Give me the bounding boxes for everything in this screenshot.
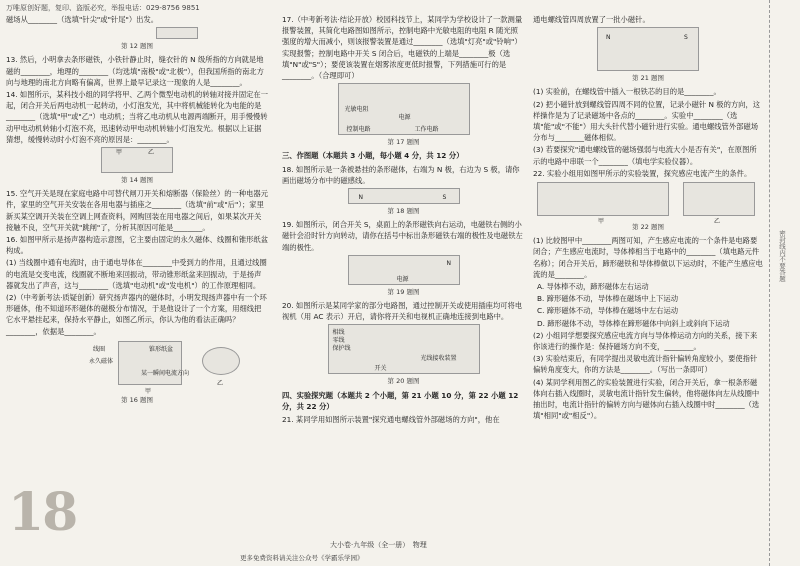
fig22-label-a: 甲 <box>598 218 605 226</box>
question-14: 14. 如图所示，某科技小组的同学将甲、乙两个微型电动机的转轴对接并固定在一起，闭合开关后两电动机一起转动，小灯泡发光，其中将机械能转化为电能的是________（选填"甲"或"乙"）电动机；当将乙电动机从电源两端断开，用手慢慢转动甲电动机转轴小灯泡不亮，迅速转动甲电动机转轴小灯泡发光。根据以上证据猜想，缓慢转动时小灯泡不亮的原因是：________。 <box>6 90 269 144</box>
fig20-label-neutral: 零线 <box>332 337 345 345</box>
fig17-label-power: 电源 <box>398 114 411 122</box>
fig20-label-ground: 保护线 <box>332 345 351 353</box>
question-21-3: (3) 若要探究"通电螺线管的磁场强弱与电流大小是否有关"，在原图所示的电路中串联一个________（填电学实验仪器）。 <box>533 145 757 166</box>
question-16-2: (2)（中考新考法·质疑创新）研究扬声器内的磁体时，小明发现扬声器中有一个环形磁体，他不知道环形磁体的磁极分布情况，于是他设计了一个方案，用细线把它水平悬挂起来，保持水平静止，如图乙所示，你认为他的看法正确吗？________，依据是________。 <box>6 293 267 336</box>
question-22-4: (4) 某同学利用图乙的实验装置进行实验，闭合开关后，拿一根条形磁体向右插入线圈时，灵敏电流计指针发生偏转，他将磁体向左从线圈中抽出时，电流计指针的偏转方向与磁体向右插入线圈中时________（选填"相同"或"相反"）。 <box>533 377 760 421</box>
question-22-1: (1) 比较图甲中________两图可知，产生感应电流的一个条件是电路要闭合；产生感应电流时，导体棒相当于电路中的________（填电路元件名称）；闭合开关后，蹄形磁铁和导体棒做以下运动时，不能产生感应电流的是________。 <box>533 236 763 279</box>
fig18-caption: 第 18 题图 <box>387 207 420 216</box>
fig17-circuit <box>338 83 470 135</box>
fig18-label-n: N <box>358 194 363 202</box>
fig17-label-work: 工作电路 <box>414 126 439 134</box>
fig17-label-control: 控制电路 <box>346 126 371 134</box>
fig17-label-sensor: 光敏电阻 <box>344 106 369 114</box>
fig20-home-circuit <box>328 324 480 374</box>
fig20-label-live: 相线 <box>332 329 345 337</box>
fig14-caption: 第 14 题图 <box>121 176 153 185</box>
left-column <box>6 14 268 408</box>
fig21-label-n: N <box>606 34 611 42</box>
fig14-label-b: 乙 <box>148 149 155 157</box>
fig22-setup-a <box>537 182 669 226</box>
fig12-magnet <box>156 27 198 39</box>
question-22: 22. 实验小组用如图甲所示的实验装置，探究感应电流产生的条件。 <box>533 168 752 178</box>
option-c: C. 蹄形磁体不动，导体棒在磁场中左右运动 <box>537 306 679 316</box>
page-number-mark: 18 <box>8 482 77 543</box>
fig19-circuit <box>348 255 460 285</box>
q12-tail: 磁场从________（选填"针尖"或"针尾"）出发。 <box>6 15 159 24</box>
fig16 <box>6 339 268 393</box>
fig16-caption: 第 16 题图 <box>121 395 153 404</box>
fig22 <box>533 180 763 226</box>
question-22-2: (2) 小组同学想要探究感应电流方向与导体棒运动方向的关系，接下来你该进行的操作是：保持磁场方向不变，________。 <box>533 330 758 352</box>
fig20-caption: 第 20 题图 <box>387 377 420 386</box>
question-16-1: (1) 当线圈中通有电流时，由于通电导体在________中受到力的作用，且通过线圈的电流是交变电流，线圈就不断地来回振动，带动锥形纸盆来回振动，于是扬声器就发出了声音，这与________（选填"电动机"或"发电机"）的工作原理相同。 <box>6 258 267 290</box>
option-d: D. 蹄形磁体不动，导体棒在蹄形磁体中向斜上或斜向下运动 <box>537 318 730 328</box>
footer-bottom: 更多免费资料请关注公众号《学霸乐学园》 <box>240 554 364 562</box>
question-22-3: (3) 实验结束后，有同学提出灵敏电流计指针偏转角度较小，要使指针偏转角度变大，你的方法是________。（写出一条即可） <box>533 354 758 375</box>
question-19: 19. 如图所示，闭合开关 S，桌面上的条形磁铁向右运动，电磁铁右侧的小磁针会沿时针方向转动，请你在括号中标出条形磁铁右端的极性及电磁铁左端的极性。 <box>282 220 523 252</box>
question-21-2: (2) 把小磁针放到螺线管四周不同的位置，记录小磁针 N 极的方向，这样操作是为了记录磁场中各点的________。实验中________（选填"能"或"不能"）用大头针代替小磁针进行实验。通电螺线管外部磁场分布与________磁体相似。 <box>533 99 761 143</box>
fig14-label-a: 甲 <box>116 149 123 157</box>
fig16-label-current: 某一瞬间电流方向 <box>141 369 190 377</box>
question-18: 18. 如图所示是一条被悬挂的条形磁体，右端为 N 极，右边为 S 极，请你画出磁场分布中的磁感线。 <box>282 164 520 185</box>
fig16-label-magnet: 永久磁体 <box>89 357 114 365</box>
fig22-setup-b <box>683 182 755 226</box>
fig19-caption: 第 19 题图 <box>387 287 420 296</box>
section-4-heading: 四、实验探究题（本题共 2 个小题，第 21 小题 10 分，第 22 小题 12 分，共 22 分） <box>282 390 519 411</box>
right-column <box>533 14 763 422</box>
footer-center: 大小卷·九年级（全一册） 物理 <box>330 541 427 549</box>
fig21-solenoid <box>597 27 699 71</box>
sidebar-text: 密封线内不要答题 <box>778 230 786 282</box>
fig21-label-s: S <box>684 34 688 42</box>
question-13: 13. 然后，小明拿去条形磁铁，小铁针静止时，缝衣针的 N 级所指的方向就是地磁的________，地理的________（均选填"南极"或"北极"），但我国所指的南北方向与地理的南北方向略有偏离，世界上最早记录这一现象的人是________。 <box>6 55 264 87</box>
fig16-ring-magnet <box>202 347 240 387</box>
binding-sidebar <box>769 0 798 566</box>
fig20-label-switch: 开关 <box>374 365 387 373</box>
question-16: 16. 如图甲所示是扬声器构造示意图，它主要由固定的永久磁体、线圈和锥形纸盆构成。 <box>6 235 269 256</box>
fig19-label-n: N <box>446 259 451 267</box>
fig20-label-receiver: 光线接收装置 <box>420 355 457 363</box>
question-21-1: (1) 实验前，在螺线管中插入一根铁芯的目的是________。 <box>533 87 721 97</box>
question-21-cont: 通电螺线管四周放置了一批小磁针。 <box>533 15 650 24</box>
option-a: A. 导体棒不动，蹄形磁体左右运动 <box>537 282 649 292</box>
section-3-heading: 三、作图题（本题共 3 小题，每小题 4 分，共 12 分） <box>282 151 464 161</box>
question-21: 21. 某同学用如图所示装置"探究通电螺线管外部磁场的方向"，他在 <box>282 415 500 425</box>
fig18-magnet <box>348 188 460 204</box>
fig12-caption: 第 12 题图 <box>121 42 153 51</box>
fig16-label-b: 乙 <box>217 379 224 387</box>
fig22-caption: 第 22 题图 <box>632 223 664 232</box>
question-17: 17.（中考新考法·结论开放）校园科技节上，某同学为学校设计了一款测量报警装置，其简化电路图如图所示，控制电路中光敏电阻的电阻 R 随光照强度的增大而减小，则该报警装置是通过________（选填"灯亮"或"铃响"）实现报警；控制电路中开关 S 闭合后，电磁铁的上端是________极（选填"N"或"S"）；要使该装置在烟雾浓度更低时报警，下列措施可行的是________。（合理即可） <box>282 15 523 81</box>
fig16-label-a: 甲 <box>145 387 152 395</box>
fig21-caption: 第 21 题图 <box>632 74 664 83</box>
fig19-label-power: 电源 <box>396 275 409 283</box>
fig18-label-s: S <box>442 194 447 202</box>
middle-column <box>282 14 525 426</box>
option-b: B. 蹄形磁体不动，导体棒在磁场中上下运动 <box>537 294 678 304</box>
fig16-label-cone: 锥形纸盆 <box>149 345 174 353</box>
fig14-motors <box>101 147 173 173</box>
question-15: 15. 空气开关是现在家庭电路中可替代闸刀开关和熔断器（保险丝）的一种电器元件，家里的空气开关安装在各用电器与插座之________（选填"前"或"后"）；家里新买某空调开关装在空调上网查资料，网购回装在用电器之间后，如果某次开关接触不良，空气开关就"跳闸"了，分析其原因可能是________。 <box>6 189 269 232</box>
fig22-label-b: 乙 <box>714 218 721 226</box>
copyright-note: 万唯原创好题，复印、盗版必究，举报电话：029-8756 9851 <box>6 4 200 12</box>
fig17-caption: 第 17 题图 <box>387 138 420 147</box>
fig16-speaker <box>89 341 190 395</box>
question-20: 20. 如图所示是某同学家的部分电路图，通过控制开关或使用插座均可将电视机（用 AC 表示）开启，请你将开关和电视机正确地连接到电路中。 <box>282 301 523 322</box>
fig16-label-coil: 线圈 <box>93 345 106 353</box>
